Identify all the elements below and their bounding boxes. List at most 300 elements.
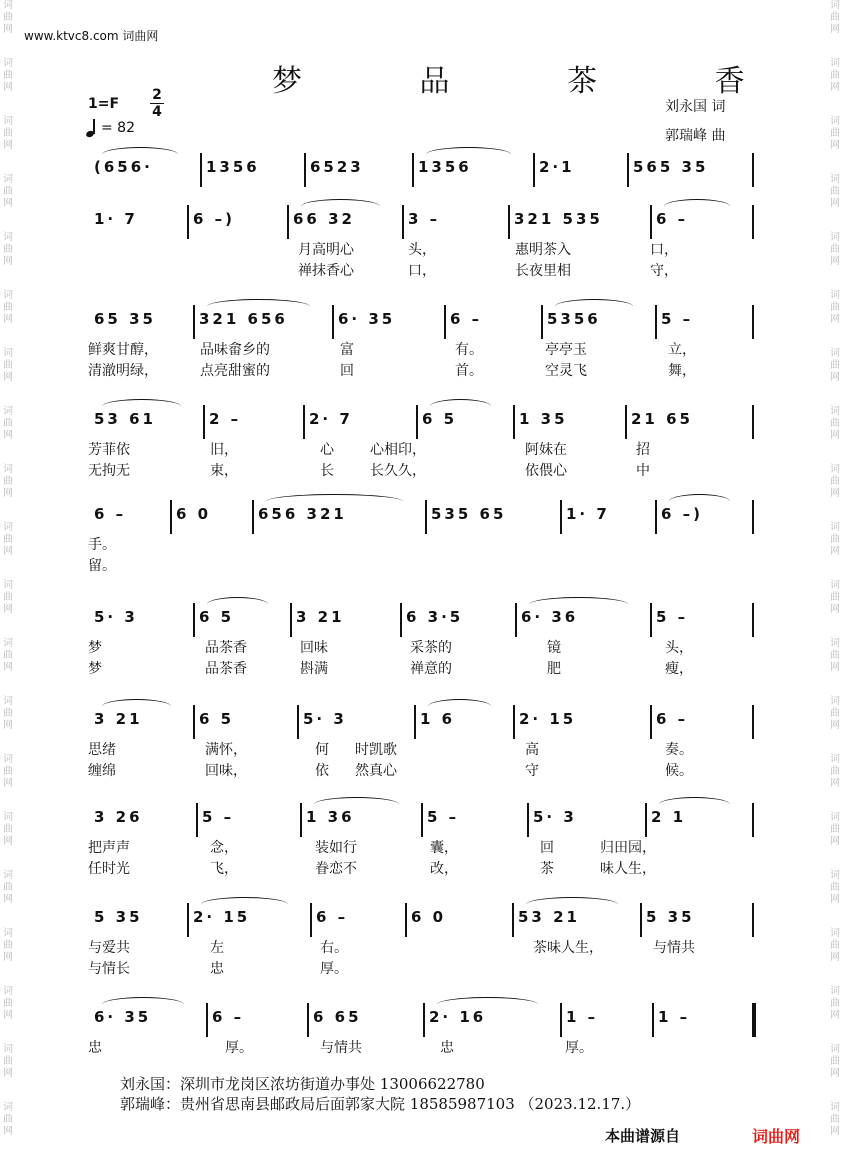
watermark-char: 词 bbox=[830, 464, 840, 475]
watermark-char: 曲 bbox=[3, 244, 13, 255]
watermark-char: 曲 bbox=[830, 940, 840, 951]
lyric-word: 忠 bbox=[210, 961, 224, 977]
lyric-word: 鲜爽甘醇， bbox=[88, 342, 158, 358]
lyric-word: 口， bbox=[650, 242, 678, 258]
watermark-char: 曲 bbox=[830, 708, 840, 719]
watermark-char: 曲 bbox=[3, 650, 13, 661]
barline bbox=[752, 153, 754, 187]
barline bbox=[196, 803, 198, 837]
lyric-word: 亭亭玉 bbox=[545, 342, 587, 358]
lyric-word: 回味， bbox=[205, 763, 247, 779]
site-url[interactable]: www.ktvc8.com 词曲网 bbox=[24, 29, 159, 43]
watermark-char: 曲 bbox=[830, 186, 840, 197]
barline bbox=[206, 1003, 208, 1037]
lyric-word: 飞， bbox=[210, 861, 238, 877]
tempo-value: = 82 bbox=[101, 120, 135, 136]
song-title: 梦 品 茶 香 bbox=[272, 64, 799, 99]
watermark-char: 曲 bbox=[830, 128, 840, 139]
barline bbox=[655, 500, 657, 534]
watermark-char: 网 bbox=[3, 1126, 13, 1137]
barline bbox=[513, 705, 515, 739]
lyric-word: 回 bbox=[340, 363, 354, 379]
watermark-char: 词 bbox=[3, 696, 13, 707]
lyric-word: 任时光 bbox=[88, 861, 130, 877]
measure-notes: 5· 3 bbox=[94, 608, 138, 626]
lyric-word: 心 bbox=[320, 442, 334, 458]
lyric-word: 束， bbox=[210, 463, 238, 479]
watermark-char: 网 bbox=[830, 604, 840, 615]
watermark-char: 网 bbox=[3, 778, 13, 789]
watermark-char: 词 bbox=[830, 522, 840, 533]
barline bbox=[655, 305, 657, 339]
lyric-word: 与情长 bbox=[88, 961, 130, 977]
watermark-char: 词 bbox=[830, 116, 840, 127]
measure-notes: 6 5 bbox=[422, 410, 458, 428]
watermark-char: 词 bbox=[3, 174, 13, 185]
measure-notes: 5 – bbox=[661, 310, 694, 328]
watermark-char: 词 bbox=[3, 1102, 13, 1113]
watermark-char: 网 bbox=[3, 662, 13, 673]
watermark-char: 词 bbox=[3, 870, 13, 881]
footer-contact-lyricist: 刘永国：深圳市龙岗区浓坊街道办事处 13006622780 bbox=[120, 1075, 485, 1093]
watermark-char: 网 bbox=[3, 198, 13, 209]
slur-curve bbox=[555, 299, 633, 314]
lyric-word: 空灵飞 bbox=[545, 363, 587, 379]
lyric-word: 然真心 bbox=[355, 763, 397, 779]
watermark-char: 词 bbox=[3, 0, 13, 11]
measure-notes: 565 35 bbox=[633, 158, 709, 176]
lyric-word: 斟满 bbox=[300, 661, 328, 677]
measure-notes: 5 – bbox=[427, 808, 460, 826]
lyric-word: 舞， bbox=[668, 363, 696, 379]
barline bbox=[297, 705, 299, 739]
measure-notes: 1 – bbox=[566, 1008, 599, 1026]
watermark-char: 词 bbox=[830, 1044, 840, 1055]
lyric-word: 依偎心 bbox=[525, 463, 567, 479]
watermark-char: 曲 bbox=[830, 766, 840, 777]
watermark-char: 网 bbox=[830, 488, 840, 499]
measure-notes: 6 – bbox=[212, 1008, 245, 1026]
watermark-char: 词 bbox=[3, 116, 13, 127]
watermark-char: 词 bbox=[830, 406, 840, 417]
lyric-word: 首。 bbox=[455, 363, 483, 379]
barline bbox=[752, 1003, 756, 1037]
watermark-char: 词 bbox=[830, 58, 840, 69]
barline bbox=[290, 603, 292, 637]
watermark-char: 曲 bbox=[830, 534, 840, 545]
barline bbox=[310, 903, 312, 937]
watermark-char: 网 bbox=[830, 720, 840, 731]
measure-notes: 53 61 bbox=[94, 410, 156, 428]
barline bbox=[752, 405, 754, 439]
watermark-char: 曲 bbox=[3, 186, 13, 197]
barline bbox=[752, 705, 754, 739]
barline bbox=[405, 903, 407, 937]
barline bbox=[421, 803, 423, 837]
measure-notes: 3 26 bbox=[94, 808, 143, 826]
measure-notes: 65 35 bbox=[94, 310, 156, 328]
watermark-char: 词 bbox=[830, 174, 840, 185]
lyric-word: 无拘无 bbox=[88, 463, 130, 479]
slur-curve bbox=[102, 699, 171, 714]
key-signature: 1=F bbox=[88, 96, 120, 112]
measure-notes: 5 35 bbox=[94, 908, 143, 926]
measure-notes: 6 – bbox=[450, 310, 483, 328]
barline bbox=[400, 603, 402, 637]
watermark-char: 曲 bbox=[3, 1056, 13, 1067]
barline bbox=[627, 153, 629, 187]
lyric-word: 与情共 bbox=[320, 1040, 362, 1056]
watermark-char: 曲 bbox=[3, 940, 13, 951]
barline bbox=[650, 705, 652, 739]
barline bbox=[752, 603, 754, 637]
watermark-char: 网 bbox=[830, 836, 840, 847]
watermark-char: 网 bbox=[3, 24, 13, 35]
measure-notes: 6 – bbox=[94, 505, 127, 523]
watermark-char: 曲 bbox=[3, 824, 13, 835]
lyric-line bbox=[0, 858, 843, 880]
lyric-word: 旧， bbox=[210, 442, 238, 458]
lyric-word: 梦 bbox=[88, 640, 102, 656]
watermark-char: 网 bbox=[3, 720, 13, 731]
lyric-word: 忠 bbox=[440, 1040, 454, 1056]
lyric-line bbox=[0, 260, 843, 282]
measure-notes: 2 – bbox=[209, 410, 242, 428]
watermark-char: 曲 bbox=[830, 70, 840, 81]
lyric-word: 守 bbox=[525, 763, 539, 779]
slur-curve bbox=[428, 699, 491, 714]
lyric-word: 芳菲依 bbox=[88, 442, 130, 458]
measure-notes: 2· 15 bbox=[193, 908, 251, 926]
watermark-char: 词 bbox=[830, 348, 840, 359]
watermark-char: 网 bbox=[830, 372, 840, 383]
lyric-line bbox=[0, 760, 843, 782]
watermark-char: 词 bbox=[830, 232, 840, 243]
lyricist-credit: 刘永国 词 bbox=[665, 99, 726, 115]
watermark-char: 网 bbox=[3, 82, 13, 93]
lyric-word: 梦 bbox=[88, 661, 102, 677]
watermark-char: 曲 bbox=[3, 592, 13, 603]
lyric-line bbox=[0, 460, 843, 482]
watermark-char: 曲 bbox=[3, 302, 13, 313]
lyric-word: 品茶香 bbox=[205, 661, 247, 677]
measure-notes: 5356 bbox=[547, 310, 601, 328]
lyric-word: 瘦， bbox=[665, 661, 693, 677]
barline bbox=[652, 1003, 654, 1037]
measure-notes: 1 – bbox=[658, 1008, 691, 1026]
lyric-word: 何 bbox=[315, 742, 329, 758]
barline bbox=[307, 1003, 309, 1037]
watermark-char: 词 bbox=[830, 638, 840, 649]
measure-notes: 6523 bbox=[310, 158, 364, 176]
watermark-char: 网 bbox=[3, 430, 13, 441]
lyric-word: 品茶香 bbox=[205, 640, 247, 656]
measure-notes: 6· 35 bbox=[94, 1008, 152, 1026]
slur-curve bbox=[207, 597, 268, 612]
lyric-word: 阿妹在 bbox=[525, 442, 567, 458]
barline bbox=[200, 153, 202, 187]
watermark-char: 网 bbox=[830, 430, 840, 441]
lyric-line bbox=[0, 439, 843, 461]
lyric-word: 品味畲乡的 bbox=[200, 342, 270, 358]
lyric-word: 奏。 bbox=[665, 742, 693, 758]
slur-curve bbox=[201, 897, 288, 912]
measure-notes: 6· 35 bbox=[338, 310, 396, 328]
lyric-word: 禅抹香心 bbox=[298, 263, 354, 279]
lyric-word: 富 bbox=[340, 342, 354, 358]
watermark-char: 网 bbox=[3, 314, 13, 325]
watermark-char: 词 bbox=[3, 580, 13, 591]
measure-notes: 1 35 bbox=[519, 410, 568, 428]
barline bbox=[650, 205, 652, 239]
watermark-char: 网 bbox=[830, 198, 840, 209]
lyric-word: 依 bbox=[315, 763, 329, 779]
lyric-word: 归田园， bbox=[600, 840, 656, 856]
lyric-word: 装如行 bbox=[315, 840, 357, 856]
watermark-char: 网 bbox=[830, 894, 840, 905]
lyric-word: 心相印， bbox=[370, 442, 426, 458]
lyric-line bbox=[0, 555, 843, 577]
barline bbox=[402, 205, 404, 239]
footer-contact-composer: 郭瑞峰：贵州省思南县邮政局后面郭家大院 18585987103 （2023.12.17.） bbox=[120, 1095, 641, 1113]
barline bbox=[625, 405, 627, 439]
watermark-char: 网 bbox=[3, 1010, 13, 1021]
watermark-char: 曲 bbox=[3, 128, 13, 139]
watermark-char: 词 bbox=[3, 290, 13, 301]
measure-notes: 3 21 bbox=[296, 608, 345, 626]
measure-notes: 5· 3 bbox=[303, 710, 347, 728]
barline bbox=[533, 153, 535, 187]
barline bbox=[287, 205, 289, 239]
measure-notes: 6 – bbox=[656, 210, 689, 228]
lyric-word: 惠明茶入 bbox=[515, 242, 571, 258]
lyric-line bbox=[0, 239, 843, 261]
watermark-char: 词 bbox=[830, 696, 840, 707]
slur-curve bbox=[529, 597, 628, 612]
slur-curve bbox=[102, 147, 178, 162]
watermark-char: 网 bbox=[3, 894, 13, 905]
watermark-char: 网 bbox=[830, 952, 840, 963]
watermark-char: 曲 bbox=[830, 1056, 840, 1067]
lyric-word: 月高明心 bbox=[298, 242, 354, 258]
watermark-char: 网 bbox=[3, 546, 13, 557]
barline bbox=[752, 305, 754, 339]
barline bbox=[752, 205, 754, 239]
measure-notes: 6 5 bbox=[199, 710, 235, 728]
watermark-char: 曲 bbox=[830, 12, 840, 23]
measure-notes: 321 656 bbox=[199, 310, 288, 328]
barline bbox=[752, 803, 754, 837]
watermark-char: 词 bbox=[3, 812, 13, 823]
watermark-char: 曲 bbox=[3, 882, 13, 893]
lyric-word: 念， bbox=[210, 840, 238, 856]
score-row bbox=[0, 153, 843, 195]
measure-notes: 6 0 bbox=[411, 908, 447, 926]
measure-notes: 535 65 bbox=[431, 505, 507, 523]
watermark-char: 曲 bbox=[830, 882, 840, 893]
lyric-line bbox=[0, 958, 843, 980]
watermark-char: 词 bbox=[830, 1102, 840, 1113]
barline bbox=[513, 405, 515, 439]
measure-notes: (656· bbox=[94, 158, 153, 176]
watermark-char: 曲 bbox=[3, 360, 13, 371]
measure-notes: 6 65 bbox=[313, 1008, 362, 1026]
watermark-char: 曲 bbox=[830, 1114, 840, 1125]
barline bbox=[416, 405, 418, 439]
lyric-line bbox=[0, 837, 843, 859]
lyric-word: 点亮甜蜜的 bbox=[200, 363, 270, 379]
watermark-char: 曲 bbox=[3, 1114, 13, 1125]
lyric-word: 改， bbox=[430, 861, 458, 877]
lyric-word: 时凯歌 bbox=[355, 742, 397, 758]
measure-notes: 21 65 bbox=[631, 410, 693, 428]
slur-curve bbox=[426, 147, 511, 162]
watermark-char: 词 bbox=[830, 812, 840, 823]
lyric-word: 招 bbox=[636, 442, 650, 458]
barline bbox=[193, 705, 195, 739]
measure-notes: 6 –) bbox=[193, 210, 236, 228]
barline bbox=[423, 1003, 425, 1037]
lyric-word: 味人生， bbox=[600, 861, 656, 877]
watermark-char: 词 bbox=[830, 580, 840, 591]
barline bbox=[752, 500, 754, 534]
tempo-marking bbox=[86, 119, 135, 137]
slur-curve bbox=[669, 494, 730, 509]
watermark-char: 网 bbox=[3, 140, 13, 151]
barline bbox=[303, 405, 305, 439]
lyric-word: 厚。 bbox=[225, 1040, 253, 1056]
watermark-char: 词 bbox=[830, 0, 840, 11]
watermark-char: 网 bbox=[830, 1010, 840, 1021]
lyric-line bbox=[0, 637, 843, 659]
lyric-line bbox=[0, 1037, 843, 1059]
time-signature-top: 2 bbox=[152, 87, 162, 103]
lyric-word: 眷恋不 bbox=[315, 861, 357, 877]
watermark-char: 词 bbox=[830, 754, 840, 765]
measure-notes: 1· 7 bbox=[94, 210, 138, 228]
barline bbox=[304, 153, 306, 187]
watermark-char: 词 bbox=[3, 464, 13, 475]
barline bbox=[444, 305, 446, 339]
barline bbox=[512, 903, 514, 937]
quarter-note-icon bbox=[86, 119, 98, 137]
barline bbox=[300, 803, 302, 837]
lyric-word: 囊， bbox=[430, 840, 458, 856]
lyric-word: 肥 bbox=[547, 661, 561, 677]
lyric-word: 长夜里相 bbox=[515, 263, 571, 279]
slur-curve bbox=[266, 494, 403, 509]
lyric-word: 思绪 bbox=[88, 742, 116, 758]
measure-notes: 1· 7 bbox=[566, 505, 610, 523]
measure-notes: 6 – bbox=[656, 710, 689, 728]
lyric-word: 忠 bbox=[88, 1040, 102, 1056]
lyric-line bbox=[0, 534, 843, 556]
watermark-char: 网 bbox=[3, 836, 13, 847]
watermark-char: 词 bbox=[3, 638, 13, 649]
watermark-char: 曲 bbox=[3, 12, 13, 23]
lyric-line bbox=[0, 739, 843, 761]
measure-notes: 3 21 bbox=[94, 710, 143, 728]
measure-notes: 2· 15 bbox=[519, 710, 577, 728]
lyric-word: 头， bbox=[408, 242, 436, 258]
watermark-char: 曲 bbox=[830, 418, 840, 429]
barline bbox=[252, 500, 254, 534]
watermark-char: 网 bbox=[830, 546, 840, 557]
barline bbox=[752, 903, 754, 937]
measure-notes: 2 1 bbox=[651, 808, 687, 826]
lyric-word: 把声声 bbox=[88, 840, 130, 856]
brand-link[interactable]: 词曲网 bbox=[752, 1127, 801, 1146]
measure-notes: 3 – bbox=[408, 210, 441, 228]
measure-notes: 66 32 bbox=[293, 210, 355, 228]
watermark-char: 网 bbox=[830, 140, 840, 151]
barline bbox=[414, 705, 416, 739]
watermark-char: 曲 bbox=[3, 998, 13, 1009]
watermark-char: 曲 bbox=[3, 418, 13, 429]
slur-curve bbox=[526, 897, 618, 912]
watermark-char: 网 bbox=[830, 82, 840, 93]
lyric-word: 回 bbox=[540, 840, 554, 856]
slur-curve bbox=[664, 199, 730, 214]
barline bbox=[560, 1003, 562, 1037]
barline bbox=[187, 903, 189, 937]
watermark-char: 词 bbox=[3, 348, 13, 359]
measure-notes: 5· 3 bbox=[533, 808, 577, 826]
time-signature-bottom: 4 bbox=[152, 104, 162, 120]
watermark-char: 词 bbox=[3, 406, 13, 417]
measure-notes: 6 –) bbox=[661, 505, 704, 523]
lyric-word: 镜 bbox=[547, 640, 561, 656]
watermark-char: 词 bbox=[830, 928, 840, 939]
barline bbox=[332, 305, 334, 339]
measure-notes: 2· 16 bbox=[429, 1008, 487, 1026]
watermark-char: 曲 bbox=[830, 302, 840, 313]
watermark-char: 网 bbox=[3, 952, 13, 963]
lyric-word: 左 bbox=[210, 940, 224, 956]
lyric-line bbox=[0, 360, 843, 382]
measure-notes: 1356 bbox=[418, 158, 472, 176]
time-signature bbox=[150, 88, 164, 119]
measure-notes: 6· 36 bbox=[521, 608, 579, 626]
watermark-char: 网 bbox=[830, 778, 840, 789]
watermark-char: 词 bbox=[3, 1044, 13, 1055]
lyric-word: 与爱共 bbox=[88, 940, 130, 956]
lyric-word: 采茶的 bbox=[410, 640, 452, 656]
barline bbox=[508, 205, 510, 239]
lyric-word: 茶 bbox=[540, 861, 554, 877]
watermark-char: 网 bbox=[3, 488, 13, 499]
lyric-word: 满怀， bbox=[205, 742, 247, 758]
measure-notes: 6 0 bbox=[176, 505, 212, 523]
measure-notes: 1 36 bbox=[306, 808, 355, 826]
source-label: 本曲谱源自 bbox=[605, 1127, 681, 1145]
watermark-char: 网 bbox=[3, 604, 13, 615]
lyric-word: 长久久， bbox=[370, 463, 426, 479]
slur-curve bbox=[301, 199, 380, 214]
measure-notes: 53 21 bbox=[518, 908, 580, 926]
measure-notes: 2·1 bbox=[539, 158, 575, 176]
lyric-word: 清澈明绿， bbox=[88, 363, 158, 379]
composer-credit: 郭瑞峰 曲 bbox=[665, 128, 726, 144]
watermark-char: 曲 bbox=[3, 766, 13, 777]
watermark-char: 曲 bbox=[830, 998, 840, 1009]
watermark-char: 词 bbox=[3, 986, 13, 997]
lyric-word: 厚。 bbox=[565, 1040, 593, 1056]
slur-curve bbox=[314, 797, 399, 812]
watermark-char: 网 bbox=[3, 256, 13, 267]
barline bbox=[187, 205, 189, 239]
watermark-char: 曲 bbox=[830, 824, 840, 835]
